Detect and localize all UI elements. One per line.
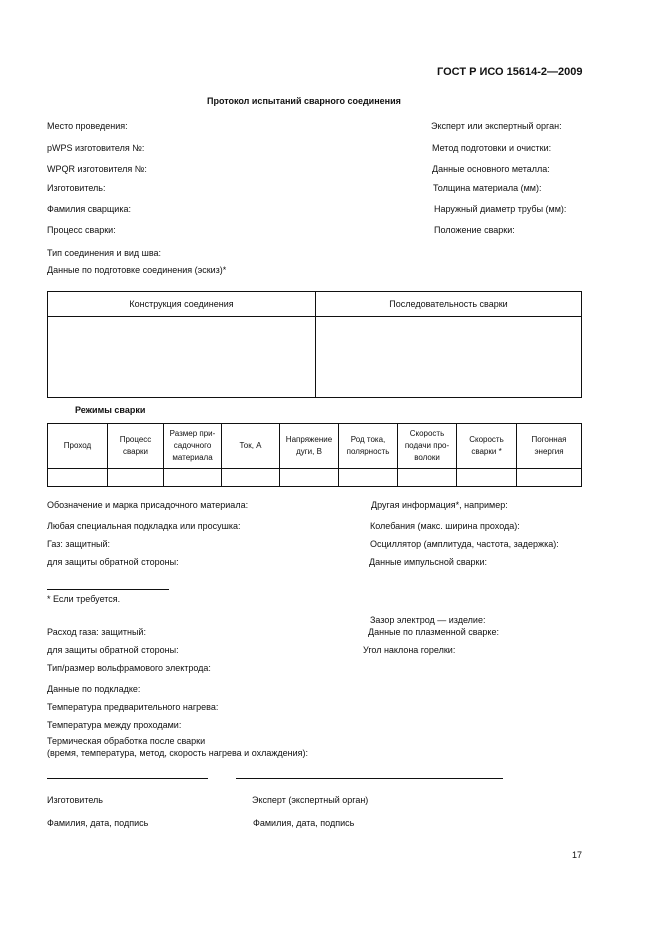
- field-pulse-data: Данные импульсной сварки:: [369, 557, 488, 567]
- modes-col-pass: Проход: [48, 424, 108, 469]
- signature-manufacturer-label: Изготовитель: [47, 795, 103, 805]
- signature-right-caption: Фамилия, дата, подпись: [253, 818, 355, 828]
- field-gas-flow: Расход газа: защитный:: [47, 627, 146, 637]
- modes-cell[interactable]: [339, 469, 398, 487]
- standard-number: ГОСТ Р ИСО 15614-2—2009: [437, 66, 583, 78]
- modes-cell[interactable]: [108, 469, 164, 487]
- modes-cell[interactable]: [222, 469, 280, 487]
- modes-cell[interactable]: [398, 469, 457, 487]
- modes-col-process: Процесс сварки: [108, 424, 164, 469]
- footnote-divider: [47, 589, 169, 590]
- field-electrode-gap: Зазор электрод — изделие:: [370, 615, 486, 625]
- page-number: 17: [572, 850, 583, 860]
- field-welder-name: Фамилия сварщика:: [47, 204, 131, 214]
- field-thickness: Толщина материала (мм):: [433, 183, 542, 193]
- modes-col-wire-speed: Скорость подачи про- волоки: [398, 424, 457, 469]
- field-backing-data: Данные по подкладке:: [47, 684, 141, 694]
- field-wpqr: WPQR изготовителя №:: [47, 164, 147, 174]
- modes-cell[interactable]: [457, 469, 517, 487]
- field-tungsten-electrode: Тип/размер вольфрамового электрода:: [47, 663, 211, 673]
- sketch-col-design: Конструкция соединения: [48, 292, 316, 317]
- modes-col-polarity: Род тока, полярность: [339, 424, 398, 469]
- field-preheat-temp: Температура предварительного нагрева:: [47, 702, 219, 712]
- sketch-cell-design[interactable]: [48, 317, 316, 398]
- signature-expert-label: Эксперт (экспертный орган): [252, 795, 369, 805]
- field-plasma-data: Данные по плазменной сварке:: [368, 627, 499, 637]
- field-pipe-diameter: Наружный диаметр трубы (мм):: [434, 204, 567, 214]
- sketch-cell-sequence[interactable]: [316, 317, 582, 398]
- sketch-col-sequence: Последовательность сварки: [316, 292, 582, 317]
- modes-cell[interactable]: [517, 469, 582, 487]
- field-welding-process: Процесс сварки:: [47, 225, 116, 235]
- page-title: Протокол испытаний сварного соединения: [207, 96, 401, 106]
- field-welding-position: Положение сварки:: [434, 225, 515, 235]
- field-interpass-temp: Температура между проходами:: [47, 720, 182, 730]
- signature-line-manufacturer[interactable]: [47, 778, 208, 779]
- field-backing-gas: для защиты обратной стороны:: [47, 557, 179, 567]
- field-torch-angle: Угол наклона горелки:: [363, 645, 456, 655]
- modes-table: [47, 423, 582, 487]
- field-pwht-details: (время, температура, метод, скорость нагрева и охлаждения):: [47, 748, 309, 758]
- modes-col-voltage: Напряжение дуги, В: [280, 424, 339, 469]
- field-manufacturer: Изготовитель:: [47, 183, 106, 193]
- signature-line-expert[interactable]: [236, 778, 503, 779]
- modes-col-filler-size: Размер при- садочного материала: [164, 424, 222, 469]
- field-other-info: Другая информация*, например:: [371, 500, 508, 510]
- modes-col-current: Ток, А: [222, 424, 280, 469]
- modes-heading: Режимы сварки: [75, 405, 146, 415]
- field-weaving: Колебания (макс. ширина прохода):: [370, 521, 520, 531]
- field-pwps: pWPS изготовителя №:: [47, 143, 145, 153]
- modes-cell[interactable]: [164, 469, 222, 487]
- field-oscillator: Осциллятор (амплитуда, частота, задержка):: [370, 539, 559, 549]
- modes-col-travel-speed: Скорость сварки *: [457, 424, 517, 469]
- field-base-metal: Данные основного металла:: [432, 164, 550, 174]
- modes-cell[interactable]: [48, 469, 108, 487]
- field-filler-designation: Обозначение и марка присадочного материала:: [47, 500, 249, 510]
- sketch-table: [47, 291, 582, 398]
- field-expert: Эксперт или экспертный орган:: [431, 121, 562, 131]
- field-pwht: Термическая обработка после сварки: [47, 736, 206, 746]
- signature-left-caption: Фамилия, дата, подпись: [47, 818, 149, 828]
- field-location: Место проведения:: [47, 121, 128, 131]
- field-shielding-gas: Газ: защитный:: [47, 539, 111, 549]
- field-cleaning-method: Метод подготовки и очистки:: [432, 143, 552, 153]
- modes-col-heat-input: Погонная энергия: [517, 424, 582, 469]
- field-special-backing: Любая специальная подкладка или просушка:: [47, 521, 241, 531]
- field-joint-type: Тип соединения и вид шва:: [47, 248, 162, 258]
- field-joint-preparation: Данные по подготовке соединения (эскиз)*: [47, 265, 227, 275]
- footnote: * Если требуется.: [47, 594, 121, 604]
- modes-cell[interactable]: [280, 469, 339, 487]
- field-backing-flow: для защиты обратной стороны:: [47, 645, 179, 655]
- table-row: [48, 469, 582, 487]
